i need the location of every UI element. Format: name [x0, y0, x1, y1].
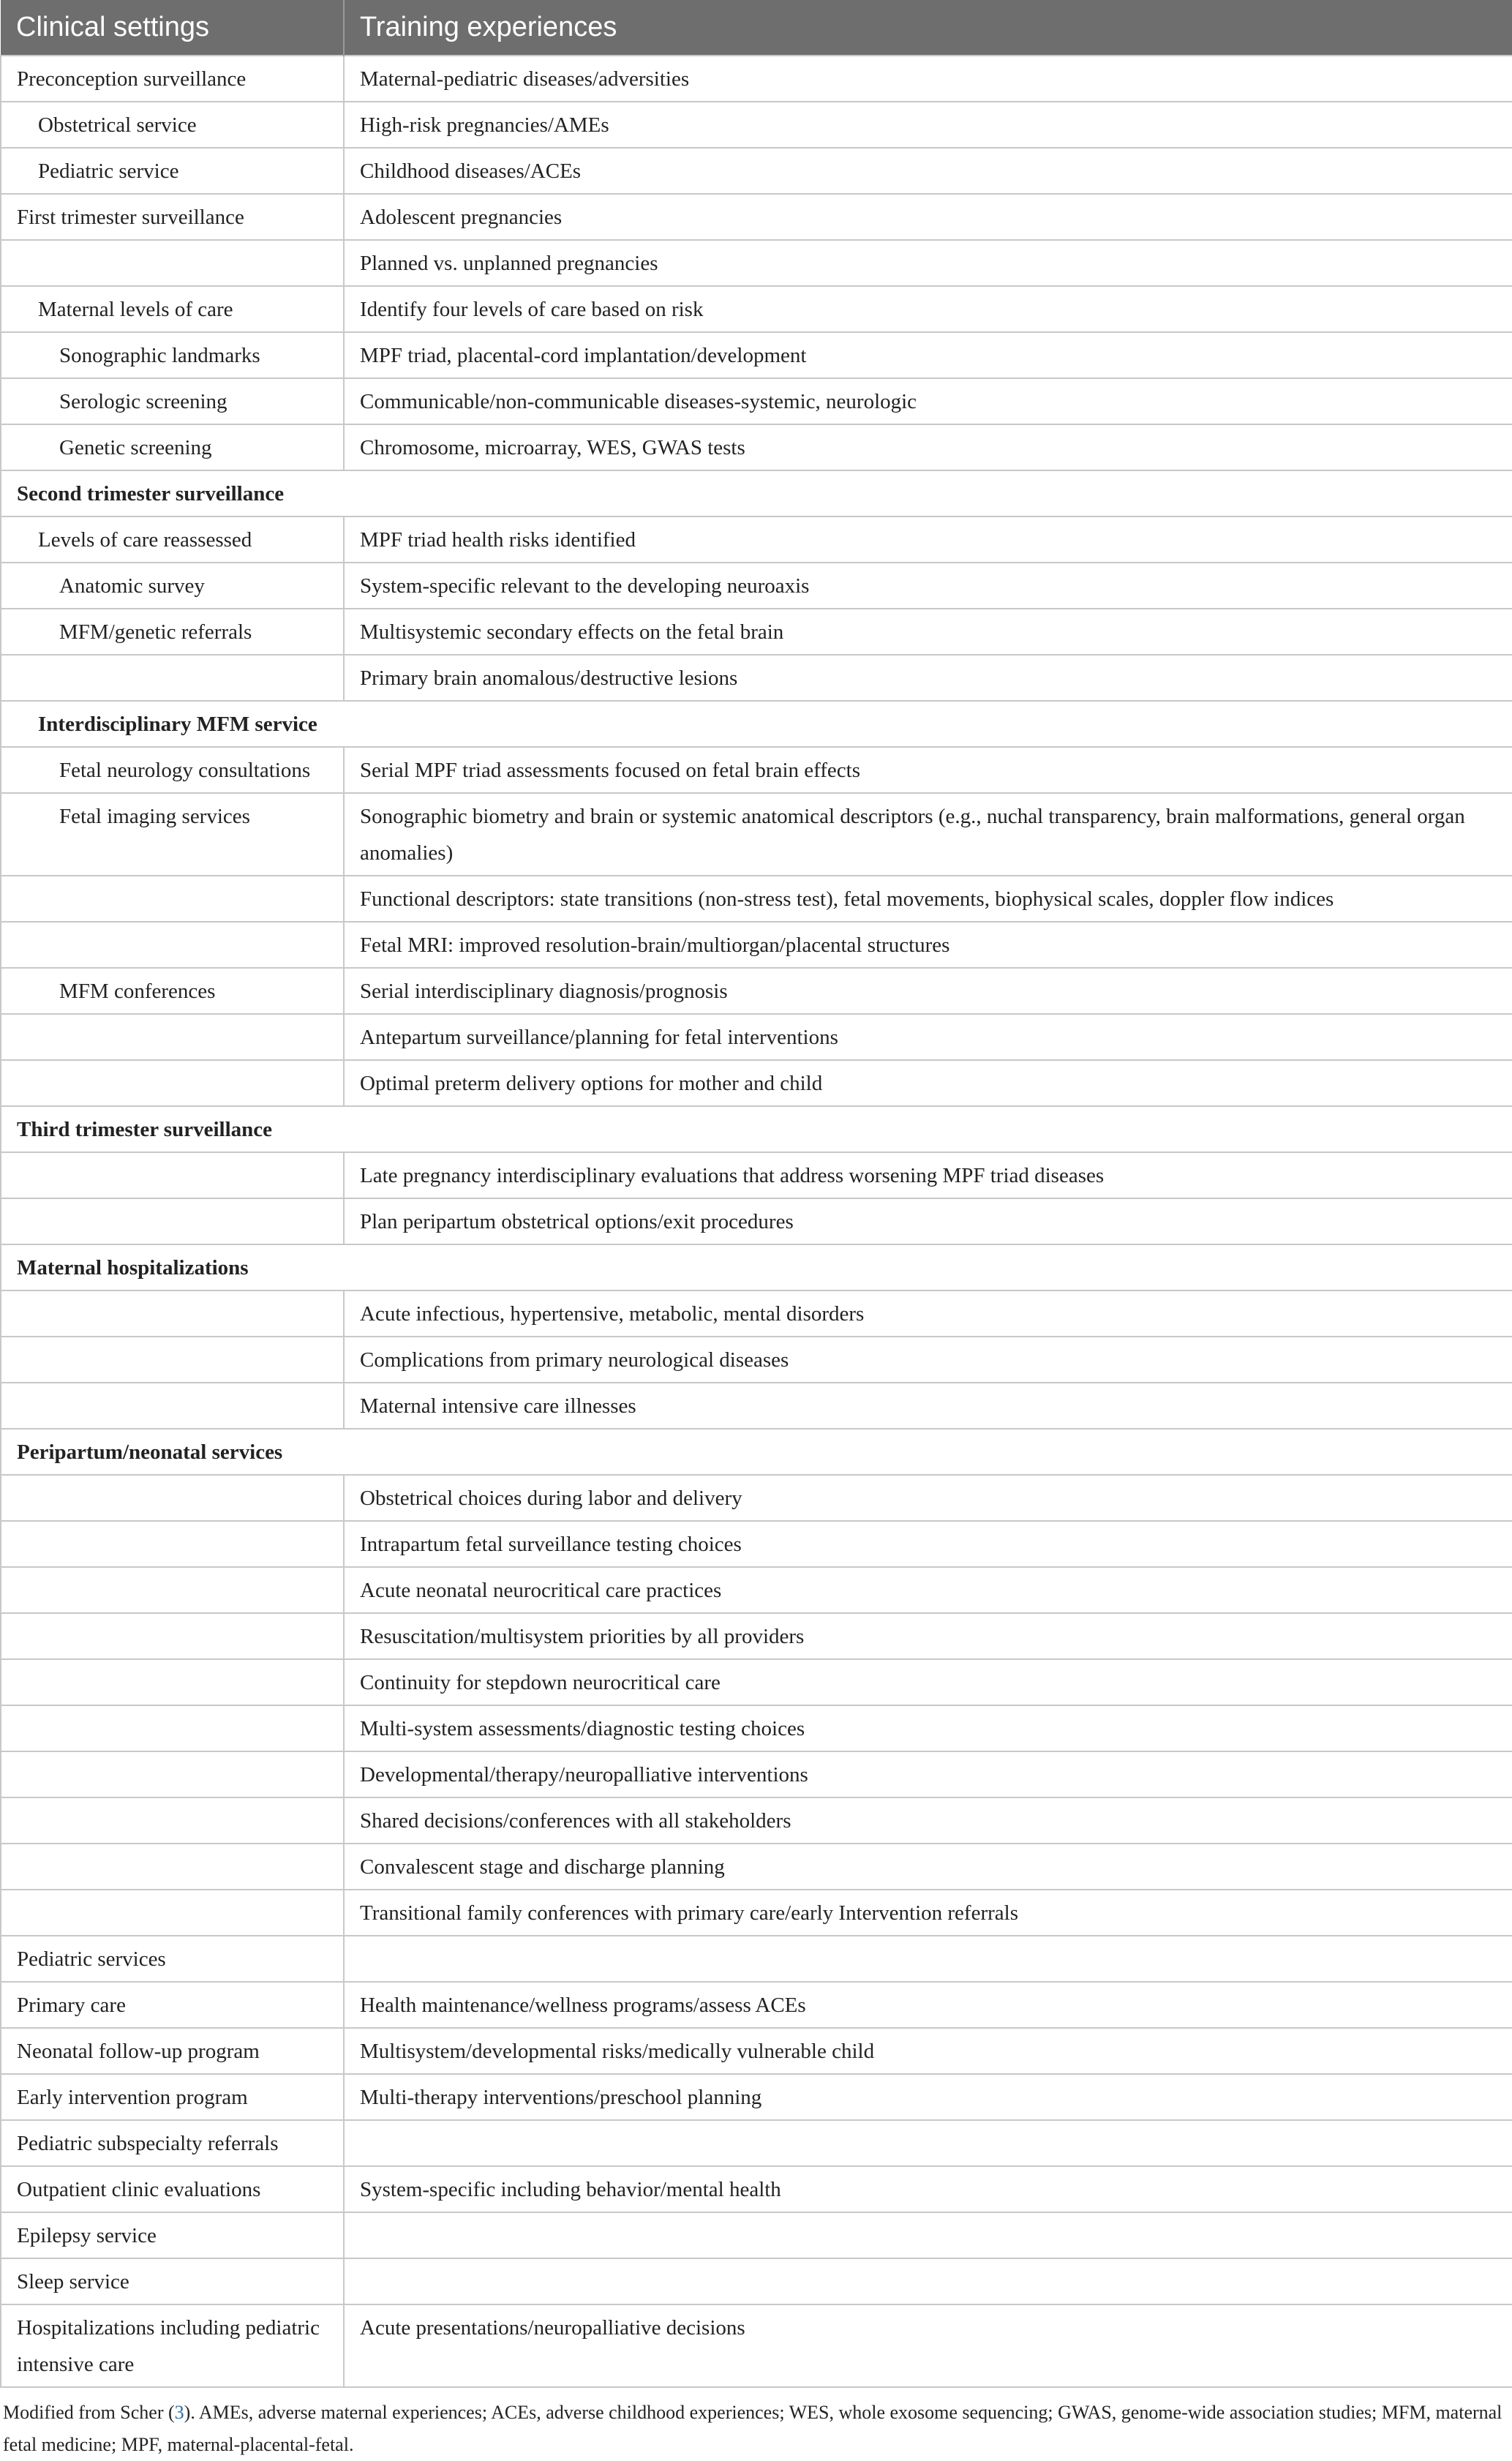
clinical-setting-cell: Genetic screening [1, 424, 344, 470]
clinical-setting-cell [1, 1521, 344, 1567]
clinical-setting-cell: Anatomic survey [1, 563, 344, 609]
table-row [1, 1567, 1512, 1613]
header-clinical-settings: Clinical settings [1, 0, 344, 56]
section-title: Third trimester surveillance [1, 1106, 1512, 1152]
training-experience-cell [344, 1936, 1512, 1982]
table-row [1, 378, 1512, 424]
clinical-setting-cell: MFM/genetic referrals [1, 609, 344, 655]
header-training-experiences: Training experiences [344, 0, 1512, 56]
clinical-setting-cell [1, 1290, 344, 1337]
training-experience-cell [344, 2120, 1512, 2166]
training-experience-cell: High-risk pregnancies/AMEs [344, 102, 1512, 148]
section-title: Second trimester surveillance [1, 470, 1512, 516]
training-experience-cell: Serial MPF triad assessments focused on fetal brain effects [344, 747, 1512, 793]
table-row [1, 655, 1512, 701]
table-row [1, 2120, 1512, 2166]
table-row [1, 286, 1512, 332]
training-experience-cell: Optimal preterm delivery options for mother and child [344, 1060, 1512, 1106]
table-row [1, 1383, 1512, 1429]
clinical-setting-cell [1, 655, 344, 701]
training-experience-cell: Functional descriptors: state transitions (non-stress test), fetal movements, biophysical scales, doppler flow indices [344, 876, 1512, 922]
training-experience-cell: Adolescent pregnancies [344, 194, 1512, 240]
clinical-setting-cell [1, 1383, 344, 1429]
clinical-setting-cell [1, 1152, 344, 1198]
table-row [1, 876, 1512, 922]
training-experience-cell: Shared decisions/conferences with all stakeholders [344, 1797, 1512, 1844]
training-experience-cell: MPF triad, placental-cord implantation/development [344, 332, 1512, 378]
section-header-row [1, 701, 1512, 747]
training-experience-cell: Multi-therapy interventions/preschool planning [344, 2074, 1512, 2120]
table-row [1, 56, 1512, 102]
training-experience-cell: Antepartum surveillance/planning for fetal interventions [344, 1014, 1512, 1060]
table-row [1, 1475, 1512, 1521]
clinical-setting-cell [1, 1567, 344, 1613]
clinical-setting-cell: Obstetrical service [1, 102, 344, 148]
clinical-setting-cell: Primary care [1, 1982, 344, 2028]
table-row [1, 516, 1512, 563]
table-row [1, 2074, 1512, 2120]
training-experience-cell: Acute presentations/neuropalliative decisions [344, 2304, 1512, 2387]
section-header-row [1, 1106, 1512, 1152]
clinical-setting-cell [1, 1890, 344, 1936]
clinical-setting-cell [1, 1705, 344, 1751]
training-experience-cell: System-specific including behavior/mental health [344, 2166, 1512, 2212]
training-experience-cell: Fetal MRI: improved resolution-brain/multiorgan/placental structures [344, 922, 1512, 968]
training-experience-cell [344, 2212, 1512, 2258]
footnote-prefix: Modified from Scher ( [3, 2402, 175, 2423]
training-experience-cell: Primary brain anomalous/destructive lesions [344, 655, 1512, 701]
clinical-setting-cell: Fetal imaging services [1, 793, 344, 876]
table-row [1, 968, 1512, 1014]
clinical-setting-cell [1, 1751, 344, 1797]
table-row [1, 2304, 1512, 2387]
section-header-row [1, 1429, 1512, 1475]
training-experience-cell: Late pregnancy interdisciplinary evaluations that address worsening MPF triad diseases [344, 1152, 1512, 1198]
clinical-setting-cell: Maternal levels of care [1, 286, 344, 332]
clinical-setting-cell [1, 1337, 344, 1383]
training-experience-cell: Continuity for stepdown neurocritical care [344, 1659, 1512, 1705]
training-experience-cell: Convalescent stage and discharge planning [344, 1844, 1512, 1890]
table-row [1, 1060, 1512, 1106]
clinical-setting-cell: Sonographic landmarks [1, 332, 344, 378]
clinical-setting-cell: Sleep service [1, 2258, 344, 2304]
table-row [1, 240, 1512, 286]
footnote-suffix: ). AMEs, adverse maternal experiences; ACEs, adverse childhood experiences; WES, whole exosome sequencing; GWAS, genome-wide association studies; MFM, maternal fetal medicine; MPF, maternal-placental-fetal. [3, 2402, 1502, 2455]
clinical-setting-cell [1, 876, 344, 922]
training-experience-cell: Childhood diseases/ACEs [344, 148, 1512, 194]
clinical-setting-cell [1, 1014, 344, 1060]
clinical-setting-cell: Levels of care reassessed [1, 516, 344, 563]
table-row [1, 922, 1512, 968]
table-row [1, 2028, 1512, 2074]
section-title: Interdisciplinary MFM service [1, 701, 1512, 747]
training-experience-cell: Chromosome, microarray, WES, GWAS tests [344, 424, 1512, 470]
table-row [1, 148, 1512, 194]
table-row [1, 1844, 1512, 1890]
table-footnote [0, 2388, 1512, 2461]
training-experience-cell: Planned vs. unplanned pregnancies [344, 240, 1512, 286]
table-row [1, 609, 1512, 655]
clinical-setting-cell: Neonatal follow-up program [1, 2028, 344, 2074]
table-row [1, 2258, 1512, 2304]
training-experience-cell: Plan peripartum obstetrical options/exit procedures [344, 1198, 1512, 1244]
training-experience-cell: MPF triad health risks identified [344, 516, 1512, 563]
table-row [1, 2212, 1512, 2258]
clinical-setting-cell: Serologic screening [1, 378, 344, 424]
table-row [1, 1659, 1512, 1705]
clinical-setting-cell: Early intervention program [1, 2074, 344, 2120]
training-experience-cell: Health maintenance/wellness programs/assess ACEs [344, 1982, 1512, 2028]
clinical-setting-cell: Pediatric service [1, 148, 344, 194]
training-experience-cell: Serial interdisciplinary diagnosis/prognosis [344, 968, 1512, 1014]
clinical-setting-cell: Outpatient clinic evaluations [1, 2166, 344, 2212]
table-row [1, 2166, 1512, 2212]
training-experience-cell: Intrapartum fetal surveillance testing choices [344, 1521, 1512, 1567]
training-experience-cell [344, 2258, 1512, 2304]
table-row [1, 1198, 1512, 1244]
training-experience-cell: Developmental/therapy/neuropalliative interventions [344, 1751, 1512, 1797]
training-experience-cell: Complications from primary neurological diseases [344, 1337, 1512, 1383]
table-row [1, 1337, 1512, 1383]
training-experience-cell: Obstetrical choices during labor and delivery [344, 1475, 1512, 1521]
clinical-setting-cell [1, 1844, 344, 1890]
training-experience-cell: Communicable/non-communicable diseases-systemic, neurologic [344, 378, 1512, 424]
training-experience-cell: Identify four levels of care based on risk [344, 286, 1512, 332]
clinical-setting-cell: Hospitalizations including pediatric intensive care [1, 2304, 344, 2387]
training-experience-cell: Sonographic biometry and brain or systemic anatomical descriptors (e.g., nuchal transparency, brain malformations, general organ anomalies) [344, 793, 1512, 876]
clinical-setting-cell: Fetal neurology consultations [1, 747, 344, 793]
table-row [1, 1982, 1512, 2028]
clinical-setting-cell [1, 1475, 344, 1521]
training-experience-cell: Resuscitation/multisystem priorities by all providers [344, 1613, 1512, 1659]
clinical-setting-cell: Preconception surveillance [1, 56, 344, 102]
section-header-row [1, 1244, 1512, 1290]
clinical-setting-cell: Epilepsy service [1, 2212, 344, 2258]
training-experience-cell: Multi-system assessments/diagnostic testing choices [344, 1705, 1512, 1751]
table-row [1, 793, 1512, 876]
table-header-row [1, 0, 1512, 56]
section-title: Maternal hospitalizations [1, 1244, 1512, 1290]
training-experience-cell: Maternal intensive care illnesses [344, 1383, 1512, 1429]
table-row [1, 1014, 1512, 1060]
clinical-setting-cell [1, 1060, 344, 1106]
table-row [1, 1797, 1512, 1844]
training-experience-cell: Multisystem/developmental risks/medically vulnerable child [344, 2028, 1512, 2074]
training-experience-cell: Transitional family conferences with primary care/early Intervention referrals [344, 1890, 1512, 1936]
clinical-setting-cell: Pediatric services [1, 1936, 344, 1982]
clinical-setting-cell: First trimester surveillance [1, 194, 344, 240]
clinical-setting-cell [1, 1198, 344, 1244]
clinical-setting-cell [1, 1797, 344, 1844]
clinical-setting-cell [1, 1613, 344, 1659]
footnote-reference-link[interactable]: 3 [174, 2402, 184, 2423]
table-row [1, 1290, 1512, 1337]
table-row [1, 1890, 1512, 1936]
table-row [1, 332, 1512, 378]
table-row [1, 1751, 1512, 1797]
section-title: Peripartum/neonatal services [1, 1429, 1512, 1475]
table-row [1, 194, 1512, 240]
clinical-setting-cell [1, 1659, 344, 1705]
table-row [1, 1936, 1512, 1982]
clinical-setting-cell: Pediatric subspecialty referrals [1, 2120, 344, 2166]
clinical-setting-cell [1, 240, 344, 286]
table-row [1, 563, 1512, 609]
table-row [1, 1705, 1512, 1751]
training-experience-cell: Acute neonatal neurocritical care practices [344, 1567, 1512, 1613]
section-header-row [1, 470, 1512, 516]
training-experience-cell: Acute infectious, hypertensive, metabolic, mental disorders [344, 1290, 1512, 1337]
table-row [1, 424, 1512, 470]
clinical-setting-cell [1, 922, 344, 968]
table-body [1, 56, 1512, 2387]
clinical-setting-cell: MFM conferences [1, 968, 344, 1014]
table-row [1, 1152, 1512, 1198]
training-experience-cell: System-specific relevant to the developing neuroaxis [344, 563, 1512, 609]
training-experience-cell: Maternal-pediatric diseases/adversities [344, 56, 1512, 102]
table-row [1, 747, 1512, 793]
table-row [1, 1521, 1512, 1567]
table-row [1, 1613, 1512, 1659]
training-experience-cell: Multisystemic secondary effects on the fetal brain [344, 609, 1512, 655]
table-row [1, 102, 1512, 148]
